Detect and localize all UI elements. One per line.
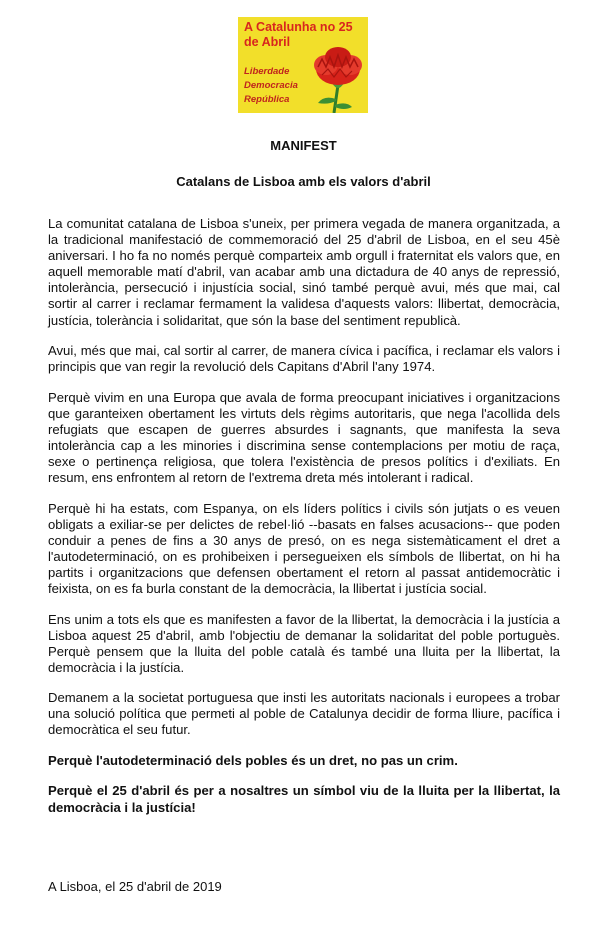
paragraph-5: Ens unim a tots els que es manifesten a favor de la llibertat, la democràcia i la justícia a Lisboa aquest 25 d'abril, amb l'objectiu de demanar la solidaritat del poble portuguès. Perquè pensem que la lluita del poble català és també una lluita per la llibertat, la democràcia i la justícia. bbox=[48, 611, 560, 675]
logo bbox=[238, 17, 368, 113]
paragraph-3: Perquè vivim en una Europa que avala de forma preocupant iniciatives i organitzacions que garanteixen obertament les virtuts dels règims autoritaris, que nega l'acollida dels refugiats que escapen de guerres absurdes i sagnants, que manifesta la seva intolerància cap a les minories i discrimina sense contemplacions per motiu de raça, sexe o pertinença religiosa, que tolera l'existència de presos polítics i d'exiliats. En resum, ens enfrontem al retorn de l'extrema dreta més intolerant i radical. bbox=[48, 389, 560, 486]
paragraph-1: La comunitat catalana de Lisboa s'uneix, per primera vegada de manera organitzada, a la tradicional manifestació de commemoració del 25 d'abril de Lisboa, en el seu 45è aniversari. I ho fa no només perquè comparteix amb orgull i fraternitat els valors que, en aquell memorable matí d'abril, van acabar amb una dictadura de 40 anys de repressió, intolerància, persecució i injustícia social, sinó també perquè avui, més que mai, cal sortir al carrer i reclamar fermament la validesa d'aquests valors: llibertat, democràcia, justícia, tolerància i solidaritat, que són la base del sentiment republicà. bbox=[48, 216, 560, 328]
logo-line-liberdade: Liberdade bbox=[244, 66, 290, 77]
logo-line-democracia: Democracia bbox=[244, 80, 298, 91]
document-subtitle: Catalans de Lisboa amb els valors d'abril bbox=[176, 174, 431, 189]
document-heading: MANIFEST bbox=[270, 138, 337, 153]
signoff: A Lisboa, el 25 d'abril de 2019 bbox=[48, 879, 222, 894]
carnation-icon bbox=[304, 45, 368, 113]
bold-statement-1: Perquè l'autodeterminació dels pobles és un dret, no pas un crim. bbox=[48, 752, 458, 768]
document-body bbox=[48, 216, 560, 830]
bold-statement-2: Perquè el 25 d'abril és per a nosaltres un símbol viu de la lluita per la llibertat, la democràcia i la justícia! bbox=[48, 783, 560, 815]
logo-title: A Catalunha no 25 de Abril bbox=[244, 20, 353, 49]
paragraph-6: Demanem a la societat portuguesa que insti les autoritats nacionals i europees a trobar una solució política que permeti al poble de Catalunya decidir de forma lliure, pacífica i democràtica el seu futur. bbox=[48, 690, 560, 738]
paragraph-2: Avui, més que mai, cal sortir al carrer, de manera cívica i pacífica, i reclamar els valors i principis que van regir la revolució dels Capitans d'Abril l'any 1974. bbox=[48, 343, 560, 375]
logo-slogan bbox=[244, 65, 298, 107]
paragraph-4: Perquè hi ha estats, com Espanya, on els líders polítics i civils són jutjats o es veuen obligats a exiliar-se per delictes de rebel·lió --basats en falses acusacions-- que poden conduir a penes de fins a 30 anys de presó, on es nega sistemàticament el dret a l'autodeterminació, on es prohibeixen i persegueixen els símbols de llibertat, on hi ha partits i organitzacions que defensen obertament el retorn al passat antidemocràtic i feixista, on es fa burla constant de la democràcia, la llibertat i justícia social. bbox=[48, 500, 560, 597]
logo-line-republica: República bbox=[244, 94, 290, 105]
